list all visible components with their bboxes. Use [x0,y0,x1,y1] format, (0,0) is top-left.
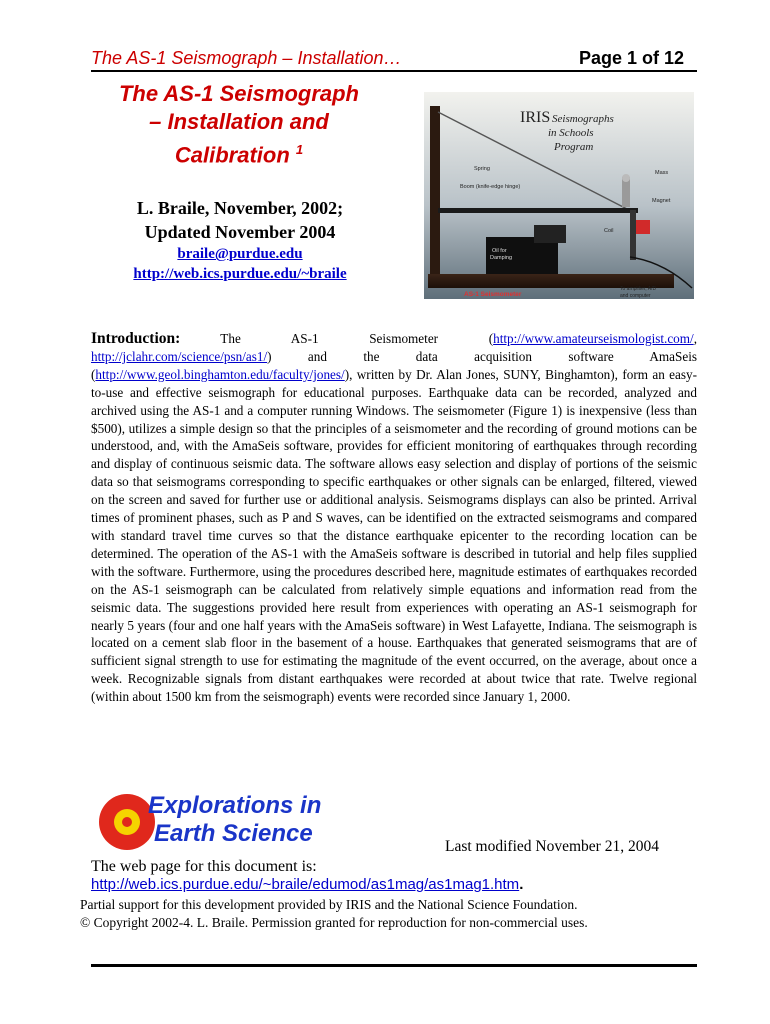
title-line-1: The AS-1 Seismograph [118,81,359,106]
intro-text-1: The AS-1 Seismometer ( [220,331,494,346]
homepage-link[interactable]: http://web.ics.purdue.edu/~braile [133,266,347,282]
iris-logo-line3: Program [554,141,594,153]
email-link[interactable]: braile@purdue.edu [177,246,303,262]
jclahr-link[interactable]: http://jclahr.com/science/psn/as1/ [91,348,268,364]
label-amp-2: and computer [620,293,651,299]
footer-divider [91,964,697,967]
iris-logo-line1: Seismographs [552,113,614,125]
label-mass: Mass [655,170,669,176]
iris-logo-text: IRIS [520,109,551,126]
magnet [636,220,650,234]
logo-center-dot [122,817,132,827]
boom [438,208,638,213]
intro-text-3: ) and the data acquisition software AmaSeis ( [91,348,697,382]
logo-line-2: Earth Science [154,820,313,847]
coil-stand [630,210,636,260]
document-title [86,80,392,169]
logo-wordmark [148,792,321,848]
webpage-label: The web page for this document is: [91,858,317,875]
last-modified: Last modified November 21, 2004 [445,838,659,855]
label-amp-1: To amplifier, A/D [620,286,657,292]
author-block [92,196,388,244]
label-oil-2: Damping [490,255,513,261]
mass-knob [622,174,630,182]
webpage-url-line [91,876,523,893]
label-spring: Spring [474,166,490,172]
webpage-url-period: . [519,876,524,893]
label-oil-1: Oil for [492,248,507,254]
vertical-post [430,106,440,282]
author-links [92,244,388,284]
seismograph-photo [424,92,694,299]
support-line: Partial support for this development provided by IRIS and the National Science Foundation. [80,897,578,912]
intro-text-4: ), written by Dr. Alan Jones, SUNY, Binghamton), form an easy-to-use and effective seismograph for educational purposes. Earthquake data can be recorded, analyzed and archived using the AS-1 and a computer running Windows. The seismometer (Figure 1) is inexpensive (less than $500), utilizes a simple design so that the principles of a seismometer and the recording of ground motions can be understood, and, with the AmaSeis software, provides for efficient monitoring of earthquakes through recording and display of continuous seismic data. The software allows easy selection and display of portions of the seismic data so that seismograms corresponding to specific earthquakes or other signals can be enlarged, filtered, viewed on the screen and saved for further use or additional analysis. Seismograms displays can also be printed. Arrival times of prominent phases, such as P and S waves, can be identified on the extracted seismograms and compared with standard travel time curves so that the distance earthquake epicenter to the recording location can be determined. The operation of the AS-1 with the AmaSeis software is described in tutorial and help files supplied with the software. Furthermore, using the procedures described here, magnitude estimates of earthquakes recorded on the AS-1 seismograph can be calculated from relatively simple equations and information read from the seismic data. The suggestions provided here result from experiences with operating an AS-1 seismograph for nearly 5 years (four and one half years with the AmaSeis software) in West Lafayette, Indiana. The seismograph is located on a cement slab floor in the basement of a house. Earthquakes that generated seismograms that are of sufficient signal strength to use for estimating the magnitude of the event occurred, on the average, about once a week. Recognizable signals from distant earthquakes were recorded at about twice that rate. Twelve regional (within about 1500 km from the seismograph) events were recorded since January 1, 2000. [91,366,697,705]
intro-text-2: , [693,331,697,346]
support-notes [80,896,588,932]
label-magnet: Magnet [652,198,671,204]
introduction-heading: Introduction: [91,330,181,347]
webpage-url-link[interactable]: http://web.ics.purdue.edu/~braile/edumod/as1mag/as1mag1.htm [91,876,520,893]
amateur-seismologist-link[interactable]: http://www.amateurseismologist.com/ [493,331,694,346]
label-base: AS-1 Seismometer [464,291,522,298]
updated-date: Updated November 2004 [144,222,336,242]
page-indicator: Page 1 of 12 [578,48,684,68]
header-divider [91,70,697,72]
title-calibration: Calibration [174,142,290,168]
title-line-3 [86,136,392,169]
footnote-marker[interactable]: 1 [295,142,304,157]
title-line-2: – Installation and [149,109,329,134]
copyright-line: © Copyright 2002-4. L. Braile. Permission granted for reproduction for non-commercial uses. [80,915,588,930]
author-date: L. Braile, November, 2002; [136,198,344,218]
iris-logo-line2: in Schools [548,127,594,139]
label-coil: Coil [604,228,614,234]
damping-vane [534,225,566,243]
binghamton-link[interactable]: http://www.geol.binghamton.edu/faculty/jones/ [95,366,345,382]
label-boom: Boom (knife-edge hinge) [460,184,521,190]
running-header-title: The AS-1 Seismograph – Installation… [91,48,402,68]
logo-line-1: Explorations in [148,792,322,819]
introduction-paragraph [91,330,697,706]
